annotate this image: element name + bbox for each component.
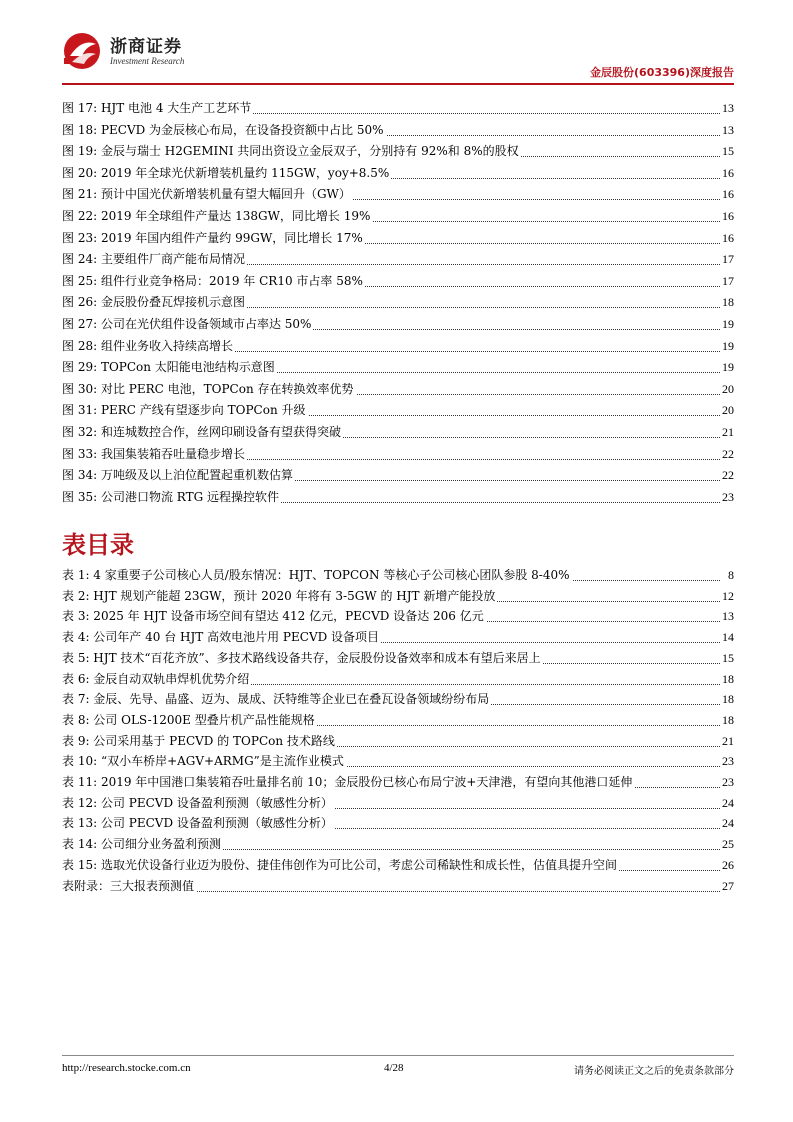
report-company-title: 金辰股份(603396)深度报告 — [590, 66, 734, 79]
figure-toc-entry-page: 22 — [722, 446, 734, 461]
table-toc-entry[interactable] — [62, 752, 734, 770]
figure-toc-entry-label: 图 30: 对比 PERC 电池，TOPCon 存在转换效率优势 — [62, 381, 354, 396]
table-toc-entry[interactable] — [62, 670, 734, 688]
page-number: 4/28 — [384, 1062, 404, 1074]
figure-toc-entry-page: 21 — [722, 425, 734, 439]
figure-toc-entry-page: 23 — [722, 489, 734, 504]
figure-toc-entry[interactable] — [62, 401, 734, 419]
figure-toc-entry-page: 13 — [722, 101, 734, 115]
figure-toc-entry-label: 图 26: 金辰股份叠瓦焊接机示意图 — [62, 295, 245, 310]
table-toc-entry-page: 14 — [722, 630, 734, 645]
table-toc-entry-page: 21 — [722, 733, 734, 748]
figure-toc-entry-label: 图 19: 金辰与瑞士 H2GEMINI 共同出资设立金辰双子，分别持有 92%和 8%的股权 — [62, 144, 519, 159]
figure-toc-entry-label: 图 35: 公司港口物流 RTG 远程操控软件 — [62, 489, 279, 504]
figure-toc-entry[interactable] — [62, 337, 734, 355]
table-toc-entry[interactable] — [62, 794, 734, 812]
figure-toc-entry[interactable] — [62, 207, 734, 225]
figure-toc-entry[interactable] — [62, 121, 734, 139]
figure-toc-entry-label: 图 18: PECVD 为金辰核心布局，在设备投资额中占比 50% — [62, 122, 384, 137]
figure-toc-entry-page: 22 — [722, 468, 734, 483]
table-toc-entry-label: 表 12: 公司 PECVD 设备盈利预测（敏感性分析） — [62, 795, 333, 810]
table-toc-entry-label: 表 15: 选取光伏设备行业迈为股份、捷佳伟创作为可比公司，考虑公司稀缺性和成长性，估值具提升空间 — [62, 857, 617, 872]
figure-toc-entry-page: 16 — [722, 165, 734, 180]
figure-toc-entry-label: 图 27: 公司在光伏组件设备领域市占率达 50% — [62, 317, 312, 331]
table-toc-entry-page: 15 — [722, 650, 734, 665]
figure-toc-entry-page: 19 — [722, 360, 734, 375]
table-toc-entry-page: 23 — [722, 775, 734, 789]
figure-toc-entry[interactable] — [62, 99, 734, 117]
table-toc-entry-label: 表 2: HJT 规划产能超 23GW，预计 2020 年将有 3-5GW 的 HJT 新增产能投放 — [62, 588, 496, 603]
figure-toc-entry[interactable] — [62, 315, 734, 333]
figure-toc-entry-page: 18 — [722, 295, 734, 310]
table-toc-entry[interactable] — [62, 732, 734, 750]
footer-url[interactable]: http://research.stocke.com.cn — [62, 1062, 191, 1074]
figure-toc-entry-page: 15 — [722, 144, 734, 159]
figure-toc-entry-page: 20 — [722, 403, 734, 418]
figure-toc-entry[interactable] — [62, 466, 734, 484]
figure-toc-entry-label: 图 28: 组件业务收入持续高增长 — [62, 338, 233, 353]
table-toc-entry[interactable] — [62, 690, 734, 708]
figure-toc-entry-page: 20 — [722, 381, 734, 396]
figure-toc-entry[interactable] — [62, 164, 734, 182]
figure-toc-entry-label: 图 25: 组件行业竞争格局：2019 年 CR10 市占率 58% — [62, 273, 363, 288]
page-header — [62, 30, 734, 82]
table-toc-entry-page: 12 — [722, 588, 734, 603]
figure-toc-entry[interactable] — [62, 293, 734, 311]
figure-toc-entry[interactable] — [62, 185, 734, 203]
figure-toc-entry-label: 图 22: 2019 年全球组件产量达 138GW，同比增长 19% — [62, 209, 371, 223]
table-toc-entry[interactable] — [62, 587, 734, 605]
table-toc-entry[interactable] — [62, 711, 734, 729]
figure-toc-entry[interactable] — [62, 142, 734, 160]
figure-toc-entry-label: 图 24: 主要组件厂商产能布局情况 — [62, 252, 245, 267]
table-toc-entry[interactable] — [62, 773, 734, 791]
figure-toc-entry-page: 13 — [722, 122, 734, 137]
table-toc-entry-label: 表 4: 公司年产 40 台 HJT 高效电池片用 PECVD 设备项目 — [62, 630, 380, 645]
table-toc-entry[interactable] — [62, 856, 734, 874]
figure-toc-entry-label: 图 23: 2019 年国内组件产量约 99GW，同比增长 17% — [62, 230, 363, 245]
figure-toc-entry[interactable] — [62, 229, 734, 247]
table-toc-entry-page: 18 — [722, 692, 734, 707]
table-toc-entry[interactable] — [62, 607, 734, 625]
figure-toc-entry-label: 图 21: 预计中国光伏新增装机量有望大幅回升（GW） — [62, 187, 351, 202]
table-toc-entry[interactable] — [62, 628, 734, 646]
table-toc-entry-page: 27 — [722, 878, 734, 893]
table-toc-entry-label: 表 5: HJT 技术“百花齐放”、多技术路线设备共存，金辰股份设备效率和成本有望后来居上 — [62, 650, 541, 665]
figure-toc-entry[interactable] — [62, 488, 734, 506]
table-toc-entry-label: 表 6: 金辰自动双轨串焊机优势介绍 — [62, 671, 250, 686]
figure-toc-entry-label: 图 20: 2019 年全球光伏新增装机量约 115GW，yoy+8.5% — [62, 165, 390, 180]
figure-toc-entry-label: 图 29: TOPCon 太阳能电池结构示意图 — [62, 360, 275, 375]
table-toc-entry-page: 26 — [722, 857, 734, 872]
figure-toc-entry-label: 图 33: 我国集装箱吞吐量稳步增长 — [62, 446, 245, 461]
table-toc-entry[interactable] — [62, 877, 734, 895]
table-toc-entry-label: 表 1: 4 家重要子公司核心人员/股东情况：HJT、TOPCON 等核心子公司核心团队参股 8-40% — [62, 568, 570, 582]
figure-toc-entry-page: 17 — [722, 273, 734, 288]
figure-toc-entry[interactable] — [62, 250, 734, 268]
brand-name-cn: 浙商证券 — [110, 37, 182, 57]
table-toc-entry-label: 表附录：三大报表预测值 — [62, 878, 195, 893]
table-toc-entry-page: 13 — [722, 609, 734, 624]
table-toc-entry-page: 8 — [728, 568, 734, 582]
table-toc-entry-page: 18 — [722, 671, 734, 686]
figure-toc-entry[interactable] — [62, 358, 734, 376]
table-toc-entry-page: 23 — [722, 754, 734, 769]
table-toc-entry-label: 表 7: 金辰、先导、晶盛、迈为、晟成、沃特维等企业已在叠瓦设备领域纷纷布局 — [62, 692, 490, 707]
footer-disclaimer: 请务必阅读正文之后的免责条款部分 — [574, 1066, 734, 1077]
table-toc-entry-label: 表 8: 公司 OLS-1200E 型叠片机产品性能规格 — [62, 712, 315, 727]
table-toc-entry-label: 表 13: 公司 PECVD 设备盈利预测（敏感性分析） — [62, 816, 333, 831]
zheshang-logo-icon — [62, 30, 106, 72]
table-toc-entry[interactable] — [62, 649, 734, 667]
table-toc-entry-label: 表 9: 公司采用基于 PECVD 的 TOPCon 技术路线 — [62, 733, 335, 748]
figure-toc-entry-page: 16 — [722, 230, 734, 245]
footer-divider — [62, 1055, 734, 1056]
figure-toc-entry-page: 17 — [722, 252, 734, 267]
table-toc-entry-page: 25 — [722, 837, 734, 852]
table-toc-entry[interactable] — [62, 566, 734, 584]
figure-toc-entry-page: 16 — [722, 209, 734, 223]
figure-toc-entry-label: 图 32: 和连城数控合作，丝网印刷设备有望获得突破 — [62, 425, 341, 439]
header-divider — [62, 83, 734, 85]
table-toc-entry-label: 表 14: 公司细分业务盈利预测 — [62, 837, 221, 852]
table-toc-entry-label: 表 10: “双小车桥岸+AGV+ARMG”是主流作业模式 — [62, 754, 344, 769]
figure-toc-entry-label: 图 17: HJT 电池 4 大生产工艺环节 — [62, 101, 252, 115]
table-toc-entry-page: 24 — [722, 795, 734, 810]
table-toc-entry-page: 24 — [722, 816, 734, 831]
figure-toc-entry[interactable] — [62, 423, 734, 441]
brand-name-en: Investment Research — [110, 56, 185, 66]
table-toc-entry[interactable] — [62, 814, 734, 832]
figure-toc-entry[interactable] — [62, 380, 734, 398]
figure-toc-entry[interactable] — [62, 272, 734, 290]
table-toc-entry[interactable] — [62, 835, 734, 853]
table-toc-entry-label: 表 11: 2019 年中国港口集装箱吞吐量排名前 10；金辰股份已核心布局宁波+天津港，有望向其他港口延伸 — [62, 775, 633, 789]
figure-toc-entry-label: 图 31: PERC 产线有望逐步向 TOPCon 升级 — [62, 403, 306, 418]
figure-toc-entry-label: 图 34: 万吨级及以上泊位配置起重机数估算 — [62, 468, 293, 483]
figure-toc-entry[interactable] — [62, 445, 734, 463]
table-toc-entry-page: 18 — [722, 712, 734, 727]
table-toc-entry-label: 表 3: 2025 年 HJT 设备市场空间有望达 412 亿元，PECVD 设备达 206 亿元 — [62, 609, 484, 624]
figure-toc-entry-page: 19 — [722, 338, 734, 353]
tables-section-title: 表目录 — [62, 531, 134, 559]
figure-toc-entry-page: 16 — [722, 187, 734, 202]
figure-toc-entry-page: 19 — [722, 317, 734, 331]
